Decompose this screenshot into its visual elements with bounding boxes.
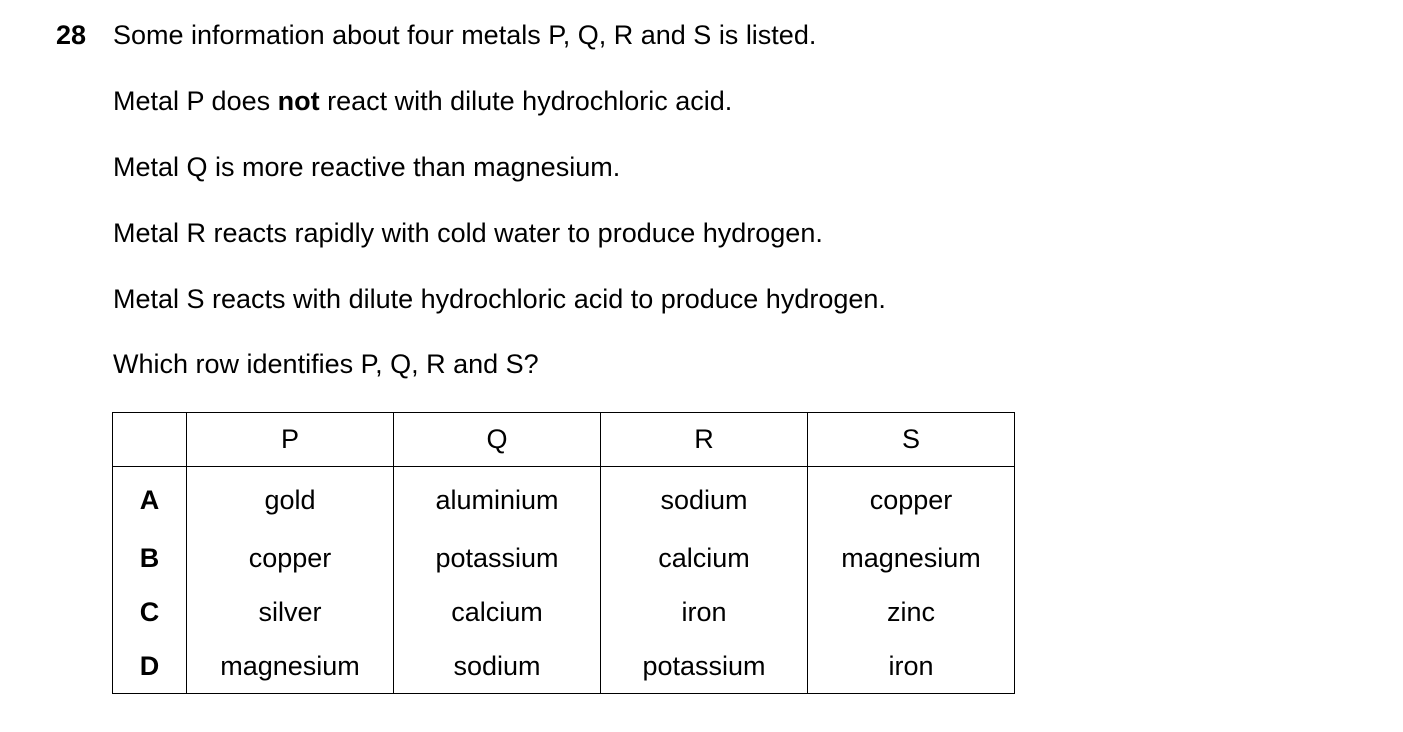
cell-s: copper — [808, 467, 1015, 532]
table-row — [113, 531, 1015, 585]
question-prompt: Which row identifies P, Q, R and S? — [113, 349, 539, 379]
option-key: D — [113, 639, 187, 694]
statement-p-emphasis: not — [277, 86, 320, 116]
cell-r: sodium — [601, 467, 808, 532]
statement-p-text-start: Metal P does — [113, 86, 278, 116]
cell-s: iron — [808, 639, 1015, 694]
cell-s: zinc — [808, 585, 1015, 639]
cell-p: copper — [187, 531, 394, 585]
header-r: R — [601, 413, 808, 467]
answer-table — [112, 412, 1015, 694]
question-number: 28 — [56, 20, 87, 50]
cell-q: sodium — [394, 639, 601, 694]
statement-metal-p — [113, 84, 732, 118]
option-key: B — [113, 531, 187, 585]
header-s: S — [808, 413, 1015, 467]
cell-p: gold — [187, 467, 394, 532]
table-header-row — [113, 413, 1015, 467]
cell-p: silver — [187, 585, 394, 639]
cell-r: calcium — [601, 531, 808, 585]
header-key-cell — [113, 413, 187, 467]
table-row — [113, 639, 1015, 694]
table-row — [113, 585, 1015, 639]
cell-r: iron — [601, 585, 808, 639]
statement-metal-r: Metal R reacts rapidly with cold water to produce hydrogen. — [113, 218, 823, 248]
table-row — [113, 467, 1015, 532]
cell-s: magnesium — [808, 531, 1015, 585]
statement-metal-s: Metal S reacts with dilute hydrochloric acid to produce hydrogen. — [113, 284, 886, 314]
cell-p: magnesium — [187, 639, 394, 694]
question-intro: Some information about four metals P, Q, R and S is listed. — [113, 20, 817, 50]
statement-metal-q: Metal Q is more reactive than magnesium. — [113, 152, 621, 182]
header-q: Q — [394, 413, 601, 467]
option-key: A — [113, 467, 187, 532]
option-key: C — [113, 585, 187, 639]
statement-p-text-end: react with dilute hydrochloric acid. — [319, 86, 733, 116]
cell-q: potassium — [394, 531, 601, 585]
cell-r: potassium — [601, 639, 808, 694]
header-p: P — [187, 413, 394, 467]
cell-q: calcium — [394, 585, 601, 639]
cell-q: aluminium — [394, 467, 601, 532]
